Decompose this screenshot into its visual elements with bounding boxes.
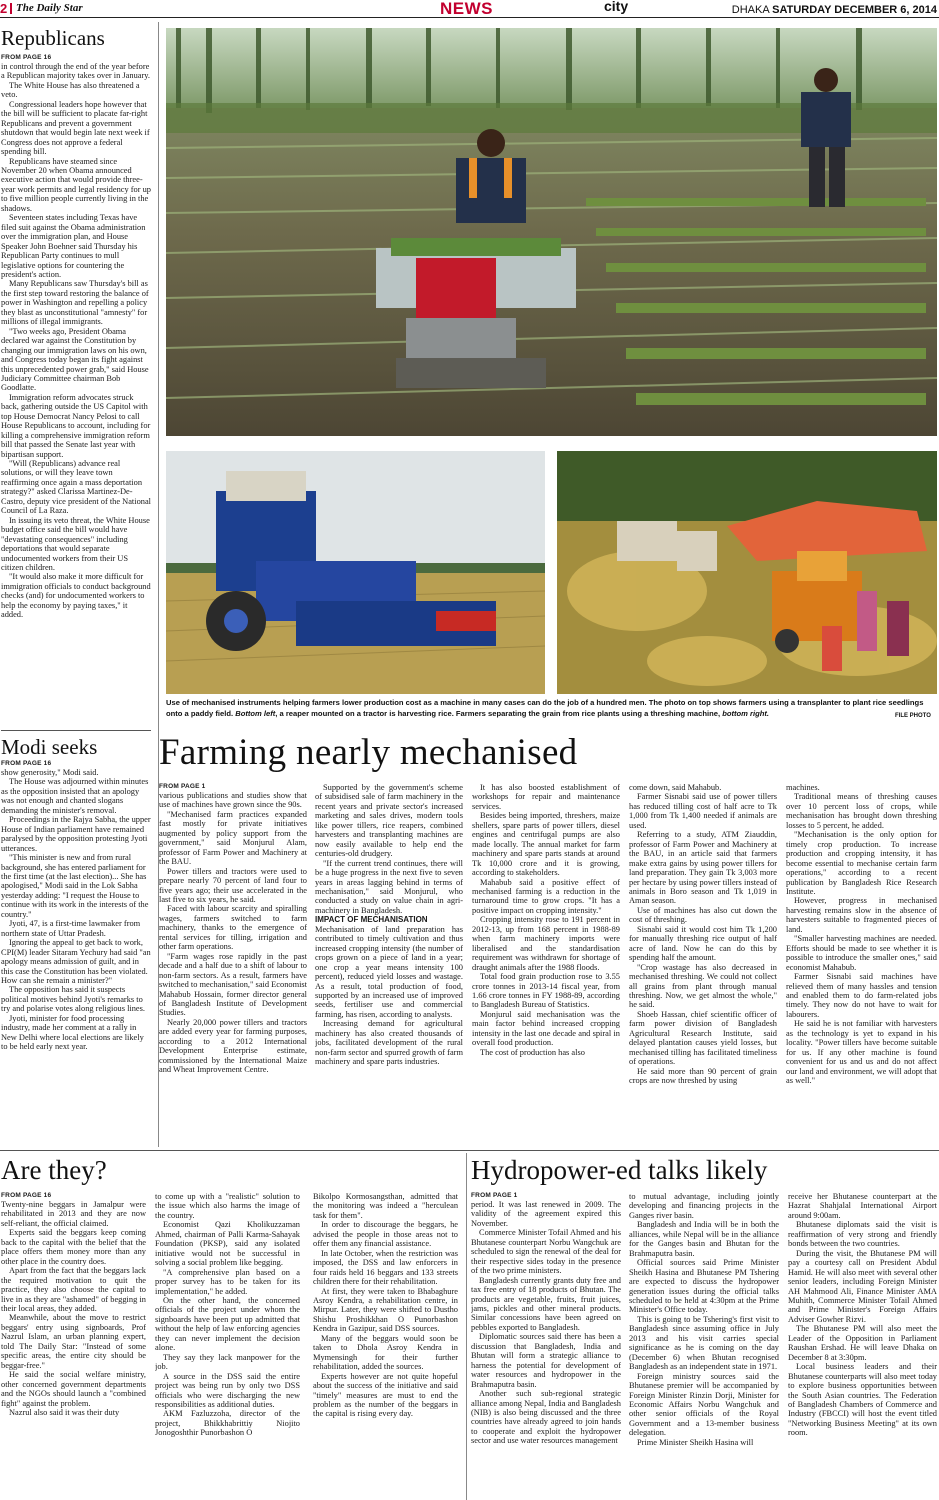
paragraph: Congressional leaders hope however that the bill will be sufficient to placate far-right Republicans and prevent a government shutdown that would begin late next week if Congress does not approve a federal spending bill. — [1, 99, 150, 157]
paragraph: Diplomatic sources said there has been a discussion that Bangladesh, India and Bhutan will form a strategic alliance to harness the potential for development of water resources and hydropower in the Brahmaputra basin. — [471, 1332, 621, 1389]
paragraph: "If the current trend continues, there will be a huge progress in the next five to seven years in areas lagging behind in terms of mechanisation," said Monjurul, who conducted a study on value chain in agri-machinery in Bangladesh. — [315, 858, 463, 915]
paragraph: It has also boosted establishment of workshops for repair and maintenance services. — [472, 783, 620, 811]
paragraph: This is going to be Tshering's first visit to Bangladesh since assuming office in July 2013 and his visit carries special significance as he is coming on the day (December 6) when Bhutan recognised Bangladesh as an independent state in 1971. — [629, 1314, 779, 1372]
paragraph: Official sources said Prime Minister Sheikh Hasina and Bhutanese PM Tshering are expected to discuss the hydropower generation issues during the official talks scheduled to be held at 4:30pm at the Prime Minister's Office today. — [629, 1258, 779, 1315]
paragraph: "Two weeks ago, President Obama declared war against the Constitution by changing our immigration laws on his own, and Congress today began its fight against this unprecedented power grab," said House Judiciary Committee chairman Bob Goodlatte. — [1, 326, 149, 393]
beggars-col-1 — [1, 1192, 146, 1500]
beggars-col-3 — [313, 1192, 458, 1500]
paragraph: period. It was last renewed in 2009. The validity of the agreement expired this November. — [471, 1200, 621, 1228]
subsection-label: city — [604, 0, 629, 14]
paragraph: Bangladesh and India will be in both the alliances, while Nepal will be in the alliance for the Ganges basin and Bhutan for the Brahmaputra basin. — [629, 1220, 779, 1258]
paragraph: Supported by the government's scheme of subsidised sale of farm machinery in the recent years and private sector's increased marketing and sales drives, modern tools like power tillers, rice reapers, combined harvesters and transplanting machines are now easily available to help end the centuries-old drudgery. — [315, 783, 463, 859]
farming-subhead: IMPACT OF MECHANISATION — [315, 915, 428, 925]
paragraph: Faced with labour scarcity and spiralling wages, farmers switched to farm machinery, thanks to the emergence of rental services for tilling, irrigation and other farm operations. — [159, 904, 307, 952]
paragraph: Use of machines has also cut down the cost of threshing. — [629, 905, 777, 925]
hydro-col-3 — [788, 1192, 937, 1500]
paragraph: in control through the end of the year before a Republican majority takes over in January. — [1, 62, 150, 81]
paragraph: Mahabub said a positive effect of mechanised farming is a reduction in the turnaround time to grow crops. "It has a positive impact on cropping intensity." — [472, 877, 620, 915]
paragraph: Economist Qazi Kholikuzzaman Ahmed, chairman of Palli Karma-Sahayak Foundation (PKSP), said any isolated initiative would not be successful in solving a social problem like begging. — [155, 1220, 300, 1268]
paragraph: Many Republicans saw Thursday's bill as the first step toward restoring the balance of power in Washington and repelling a policy they blast as unconstitutional "amnesty" for millions of illegal immigrants. — [1, 279, 149, 327]
paragraph: He said the social welfare ministry, other concerned government departments and the NGOs should launch a "combined fight" against the problem. — [1, 1370, 146, 1408]
paragraph: receive her Bhutanese counterpart at the Hazrat Shahjalal International Airport around 9:00am. — [788, 1192, 937, 1220]
photo-caption: Use of mechanised instruments helping farmers lower production cost as a machine in many cases can do the job of a hundred men. The photo on top shows farmers using a transplanter to plant rice seedlings onto a paddy field. Bottom left, a reaper mounted on a tractor is harvesting rice. Farmers separating the grain from rice plants using a threshing machine, bottom right. — [166, 698, 924, 718]
newspaper-name: The Daily Star — [16, 2, 83, 14]
paragraph: "This minister is new and from rural background, she has entered parliament for the first time (at the last election)... She has apologised," Modi said in the Lok Sabha yesterday adding: "I request the House to continue with its work in the interests of the country." — [1, 853, 149, 919]
paragraph: Republicans have steamed since November 20 when Obama announced executive action that would provide three-year work permits and legal residency for up to five million people currently living in the shadows. — [1, 156, 151, 213]
farming-kicker: FROM PAGE 1 — [159, 783, 206, 790]
paragraph: In order to discourage the beggars, he advised the people in those areas not to offer them any financial assistance. — [313, 1220, 458, 1249]
dateline-date: SATURDAY DECEMBER 6, 2014 — [772, 4, 937, 16]
paragraph: Bhutanese diplomats said the visit is reaffirmation of very strong and friendly bonds between the two countries. — [788, 1220, 937, 1249]
paragraph: At first, they were taken to Bhabaghure Asroy Kendra, a rehabilitation centre, in Mirpur. Later, they were shifted to Dustho Shishu Proshikkhan O Punorbashon Kendra in Gazipur, said DSS sources. — [313, 1286, 458, 1334]
paragraph: Farmer Sisnabi said use of power tillers has reduced tilling cost of half acre to Tk 1,000 from Tk 1,400 needed if animals are used. — [629, 792, 777, 830]
beggars-headline: Are they? — [1, 1155, 107, 1185]
paragraph: Shoeb Hassan, chief scientific officer of farm power division of Bangladesh Agricultural Research Institute, said delayed plantation causes yield losses, but mechanised tilling has facilitated timeliness of operations. — [629, 1009, 777, 1067]
paragraph: "Mechanisation is the only option for timely crop production. To increase production and cropping intensity, it has become essential to mechanise certain farm operations," according to a recent publication by Bangladesh Rice Research Institute. — [786, 830, 937, 896]
paragraph: Nazrul also said it was their duty — [9, 1407, 120, 1417]
paragraph: Commerce Minister Tofail Ahmed and his Bhutanese counterpart Norbu Wangchuk are scheduled to sign the renewal of the deal for their respective sides today in the presence of the two prime ministers. — [471, 1228, 621, 1276]
farming-col-5 — [786, 783, 937, 1145]
paragraph: On the other hand, the concerned officials of the project under whom the signboards have been put up admitted that without the help of law enforcing agencies they can never implement the decision alone. — [155, 1295, 300, 1353]
modi-story — [1, 760, 151, 1140]
modi-headline: Modi seeks — [1, 735, 98, 759]
paragraph: Total food grain production rose to 3.55 crore tonnes in 2013-14 fiscal year, from 1.66 crore tonnes in FY 1988-89, according to Bangladesh Bureau of Statistics. — [472, 972, 620, 1010]
photo-transplanter — [166, 28, 937, 436]
hydro-kicker: FROM PAGE 1 — [471, 1192, 518, 1199]
paragraph: Power tillers and tractors were used to prepare nearly 70 percent of land four to five years ago; their use accelerated in the last five to six years, he said. — [159, 866, 307, 904]
paragraph: Experts however are not quite hopeful about the success of the initiative and said "timely" measures are must to end the problem as the number of the beggars in the capital is rising every day. — [313, 1371, 458, 1419]
paragraph: Prime Minister Sheikh Hasina will — [637, 1437, 754, 1447]
paragraph: Besides being imported, threshers, maize shellers, spare parts of power tillers, diesel engines and centrifugal pumps are also made locally. The annual market for farm machinery and spare parts stands at around Tk 10,000 crore and it is growing, according to stakeholders. — [472, 811, 620, 878]
paragraph: Sisnabi said it would cost him Tk 1,200 for manually threshing rice output of half acre of land. Now he can do this by spending half the amount. — [629, 924, 777, 963]
photo-thresher — [557, 451, 937, 694]
caption-bottom-right: bottom right. — [722, 709, 770, 718]
caption-bottom-left: Bottom left — [235, 709, 276, 718]
paragraph: He said he is not familiar with harvesters as the technology is yet to expand in his locality. "Power tillers have become suitable for us. If any other machine is found convenient for us and us and do not affect our land and environment, we will adopt that as well." — [786, 1019, 937, 1086]
farming-col-2 — [315, 783, 463, 1145]
paragraph: Many of the beggars would soon be taken to Dhola Asroy Kendra in Mymensingh for their further rehabilitation, added the sources. — [313, 1333, 458, 1372]
paragraph: They say they lack manpower for the job. — [155, 1352, 300, 1372]
modi-kicker: FROM PAGE 16 — [1, 760, 52, 767]
paragraph: machines. — [786, 783, 820, 792]
paragraph: Mechanisation of land preparation has contributed to timely cultivation and thus increased cropping intensity (the number of crops grown on a piece of land in a year; one crop a year means intensity 100 percent), reduced yield losses and wastage. As a result, total production of food, supported by an increased use of improved seeds, fertiliser use and commercial farming, has risen, according to analysts. — [315, 924, 463, 1019]
paragraph: show generosity," Modi said. — [1, 768, 99, 777]
paragraph: "Farm wages rose rapidly in the past decade and a half due to a shift of labour to non-farm sectors. As a result, farmers have switched to mechanisation," said Economist Mahabub Hossain, former director general of Bangladesh Institute of Development Studies. — [159, 951, 307, 1018]
paragraph: In late October, when the restriction was imposed, the DSS and law enforcers in four raids held 16 beggars and 133 streets children there for their rehabilitation. — [313, 1248, 458, 1287]
paragraph: Experts said the beggars keep coming back to the capital with the belief that the place offers them money more than any other place in the country does. — [1, 1228, 146, 1266]
paragraph: Proceedings in the Rajya Sabha, the upper House of Indian parliament have remained paralysed by the opposition protesting Jyoti utterances. — [1, 815, 151, 853]
paragraph: Apart from the fact that the beggars lack the required motivation to quit the practice, they also choose the capital to live in as they are "ashamed" of begging in their local areas, they added. — [1, 1266, 146, 1313]
hydro-col-1 — [471, 1192, 621, 1500]
paragraph: Monjurul said mechanisation was the main factor behind increased cropping intensity in the last one decade and spiral in overall food production. — [472, 1009, 620, 1048]
paragraph: "A comprehensive plan based on a proper survey has to be taken for its implementation," he added. — [155, 1267, 300, 1296]
paragraph: Jyoti, minister for food processing industry, made her comment at a rally in New Delhi where local elections are likely to be held early next year. — [1, 1013, 144, 1052]
hydro-headline: Hydropower-ed talks likely — [471, 1155, 768, 1185]
paragraph: Cropping intensity rose to 191 percent in 2012-13, up from 168 percent in 1988-89 when farm machinery imports were liberalised and the standardisation requirement was withdrawn for shortage of draught animals after the 1988 floods. — [472, 915, 620, 972]
paragraph: Foreign ministry sources said the Bhutanese premier will be accompanied by Foreign Minister Rinzin Dorji, Minister for Economic Affairs Norbu Wangchuk and other senior officials of the Royal Government and a 13-member business delegation. — [629, 1371, 779, 1438]
republicans-kicker: FROM PAGE 16 — [1, 54, 52, 61]
section-divider — [0, 1150, 939, 1151]
paragraph: Ignoring the appeal to get back to work, CPI(M) leader Sitaram Yechury had said "an apology means admission of guilt, and in this case the Constitution has been violated. How can she remain a minister?" — [1, 938, 151, 985]
paragraph: "It would also make it more difficult for immigration officials to conduct background checks (and) for undocumented workers to help the economy by paying taxes," it added. — [1, 572, 151, 620]
paragraph: Bikolpo Kormosangsthan, admitted that the monitoring was indeed a "herculean task for them". — [313, 1192, 458, 1220]
paragraph: Traditional means of threshing causes over 10 percent loss of crops, while mechanisation has brought down threshing losses to 5 percent, he added. — [786, 792, 937, 830]
page-number: 2 — [0, 1, 8, 16]
section-label: NEWS — [440, 0, 493, 18]
paragraph: Bangladesh currently grants duty free and tax free entry of 18 products of Bhutan. The products are vegetable, fruits, fruit juices, jams, pickles and other mineral products. Similar concessions have been agreed on pebbles exported to Bangladesh. — [471, 1275, 621, 1332]
paragraph: However, progress in mechanised harvesting remains slow in the absence of harvesters suitable to fragmented pieces of land. — [786, 896, 937, 934]
beggars-kicker: FROM PAGE 16 — [1, 1192, 52, 1199]
modi-body — [1, 768, 151, 1052]
paragraph: Local business leaders and their Bhutanese counterparts will also meet today to explore business opportunities between the South Asian countries. The Federation of Bangladesh Chambers of Commerce and Industry (FBCCI) will host the event titled "Networking Business Meeting" at its own room. — [788, 1362, 937, 1438]
paragraph: The opposition has said it suspects political motives behind Jyoti's remarks to try and polarise votes along religious lines. — [1, 985, 145, 1014]
farming-col-1 — [159, 783, 307, 1145]
republicans-headline: Republicans — [1, 26, 105, 50]
paragraph: He said more than 90 percent of grain crops are now threshed by using — [629, 1066, 777, 1086]
paragraph: Farmer Sisnabi said machines have relieved them of many hassles and tension and enabled them to do farm-related jobs timely. They now do not have to wait for labourers. — [786, 972, 937, 1019]
hydro-col-2 — [629, 1192, 779, 1500]
paragraph: Increasing demand for agricultural machinery has also created thousands of jobs, facilitated development of the rural non-farm sector and spurred growth of farm machinery and spare parts industries. — [315, 1019, 463, 1067]
paragraph: The House was adjourned within minutes as the opposition insisted that an apology was not enough and chanted slogans demanding the minister's removal. — [1, 777, 149, 815]
photo-reaper — [166, 451, 545, 694]
farming-col-4 — [629, 783, 777, 1145]
beggars-col-2 — [155, 1192, 300, 1500]
paragraph: come down, said Mahabub. — [629, 783, 722, 792]
paragraph: Twenty-nine beggars in Jamalpur were rehabilitated in 2013 and they are now self-reliant, the official claimed. — [1, 1200, 146, 1228]
section-divider — [1, 730, 151, 731]
paragraph: "Smaller harvesting machines are needed. Efforts should be made to see whether it is possible to introduce the smaller ones," said economist Mahabub. — [786, 934, 937, 972]
paragraph: Referring to a study, ATM Ziauddin, professor of Farm Power and Machinery at the BAU, in an article said that farmers make extra gains by using power tillers for land preparation. They gain Tk 3,003 more per hectare by using power tillers instead of animals in Boro season and Tk 1,019 in Aman season. — [629, 830, 777, 906]
paragraph: AKM Fazluzzoha, director of the project, Bhikkhabrittiy Niojito Jonogoshthir Punorbashon O — [155, 1409, 300, 1438]
paragraph: Jyoti, 47, is a first-time lawmaker from northern state of Uttar Pradesh. — [1, 919, 141, 938]
paragraph: various publications and studies show that use of machines have grown since the 90s. — [159, 791, 307, 810]
paragraph: Nearly 20,000 power tillers and tractors are added every year for farming purposes, according to a 2012 International Development Enterprise estimate, commissioned by the International Maize and Wheat Improvement Centre. — [159, 1017, 307, 1075]
paragraph: "Will (Republicans) advance real solutions, or will they leave town reaffirming once again a mass deportation strategy?" asked Clarissa Martinez-De-Castro, deputy vice president of the National Council of La Raza. — [1, 459, 151, 516]
paragraph: Another such sub-regional strategic alliance among Nepal, India and Bangladesh (NIB) is also being discussed and the three countries have already agreed to join hands to cooperate and exploit the hydropower sector and use water resources management — [471, 1389, 621, 1446]
photo-credit: FILE PHOTO — [895, 713, 931, 719]
farming-col-3 — [472, 783, 620, 1145]
paragraph: A source in the DSS said the entire project was being run by only two DSS officials who were discharging the new responsibilities as additional duties. — [155, 1371, 300, 1409]
republicans-body — [1, 62, 151, 620]
column-rule — [466, 1153, 467, 1500]
paragraph: to come up with a "realistic" solution to the issue which also harms the image of the country. — [155, 1192, 300, 1220]
paragraph: to mutual advantage, including jointly developing and financing projects in the Ganges river basin. — [629, 1192, 779, 1220]
republicans-story — [1, 54, 151, 724]
dateline-city: DHAKA — [731, 4, 770, 16]
paragraph: The Bhutanese PM will also meet the Leader of the Opposition in Parliament Raushan Ershad. He will leave Dhaka on December 8 at 3:30pm. — [788, 1324, 937, 1362]
paragraph: Meanwhile, about the move to restrict beggars' entry using signboards, Prof Nazrul Islam, an urban planning expert, told The Daily Star: "Instead of some specific areas, the entire city should be beggar-free." — [1, 1313, 146, 1370]
paragraph: The cost of production has also — [480, 1047, 585, 1057]
paragraph: In issuing its veto threat, the White House budget office said the bill would have "devastating consequences" including deportations that would separate undocumented workers from their US citizen children. — [1, 515, 150, 573]
paragraph: "Crop wastage has also decreased in mechanised threshing. We could not collect all grains from plant through manual threshing. Now, we get almost the whole," he said. — [629, 962, 777, 1010]
farming-headline: Farming nearly mechanised — [159, 732, 578, 773]
paragraph: During the visit, the Bhutanese PM will pay a courtesy call on President Abdul Hamid. He will also meet with several other senior leaders, including Foreign Minister AH Mahmood Ali, Finance Minister AMA Muhith, Commerce Minister Tofail Ahmed and Prime Minister's Foreign Affairs Adviser Gowher Rizvi. — [788, 1248, 937, 1324]
paragraph: The White House has also threatened a veto. — [1, 80, 140, 100]
paragraph: Immigration reform advocates struck back, gathering outside the US Capitol with top House Democrat Nancy Pelosi to call House Republicans to account, including for killing a comprehensive immigration reform bill that passed the Senate last year with bipartisan support. — [1, 392, 151, 459]
dateline — [732, 4, 937, 16]
paragraph: Seventeen states including Texas have filed suit against the Obama administration over the immigration plan, and House Speaker John Boehner said Thursday his Republican Party continues to mull legislative options for countering the president's action. — [1, 213, 146, 279]
page-number-divider — [10, 3, 12, 14]
paragraph: "Mechanised farm practices expanded fast mostly for private initiatives augmented by policy support from the government," said Monjurul Alam, professor of Farm Power and Machinery at the BAU. — [159, 809, 307, 867]
